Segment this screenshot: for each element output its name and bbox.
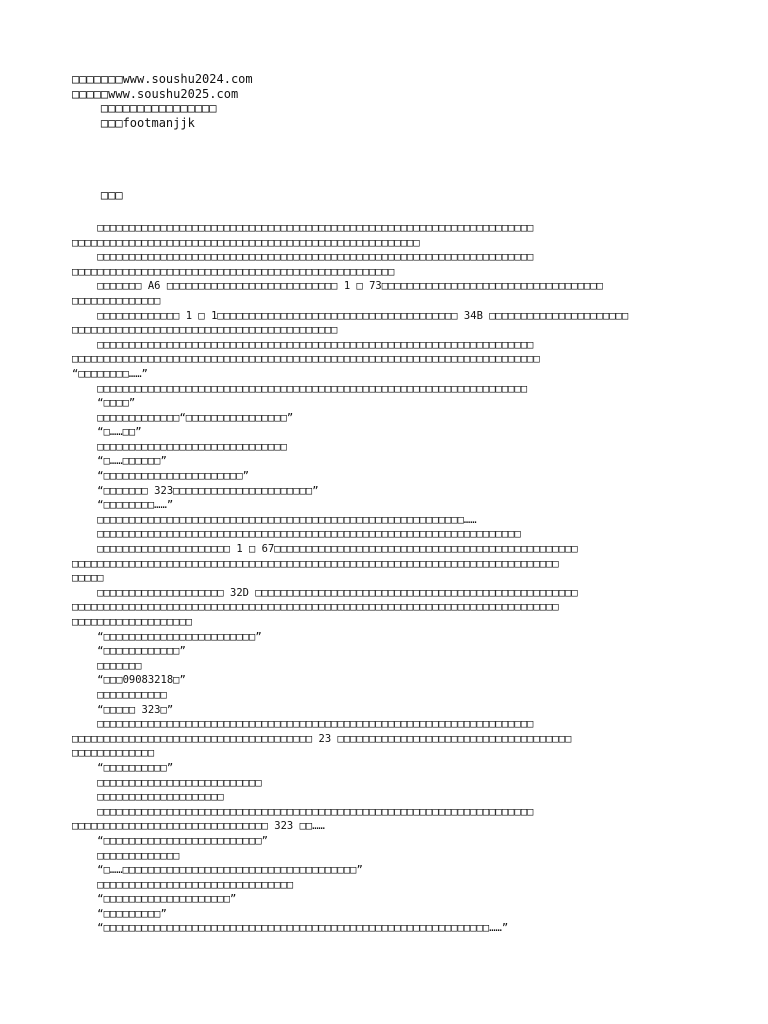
text-line: □□□□□□□□□□□□□□□□□□□□□□□□□□□□□□□□□□□□□□□□□□□□□□□□□□□ [72,265,395,278]
text-line: □□□□□□□□□□□□□ [72,747,155,760]
text-line: □□□□□□□□□□□□□□□□□□□□□□□□□□□□□□□□□□□□□□□□□□□□□□□□□□□□□□□□□□□□□□□□□□□ [72,528,521,541]
text-line: □□□□□□□□□□□□□□□□□□□□□ 1 □ 67□□□□□□□□□□□□□□□□□□□□□□□□□□□□□□□□□□□□□□□□□□□□□□□□ [72,543,578,556]
text-line: “□□□□□□□□□□□□□□□□□□□□” [72,893,237,906]
text-line: □□□□□□□□□□□□□□□□□□□□□□□□□□□□□□□□□□□□□□□□□□□□□□□□□□□□□□□□□□□□□□□□□□□□□ [72,805,534,818]
header-line: □□□□□www.soushu2025.com [72,86,239,101]
text-line: □□□□□□□□□□□□□□□□□□□□□□□□□□□□□□□□□□□□□□□□□□□□□□□□□□□□□□□□□□□□□□□□□□□□□□□□□□ [72,353,540,366]
text-line: □□□□□□□□□□□□□□□□□□□ [72,616,193,628]
text-line: □□□□□ [72,572,104,585]
text-line: “□□□□□□□□□□” [72,761,174,774]
text-line: □□□□□□□□□□□□□□□□□□□□□□□□□□□□□□□□□□□□□□□□□□□□□□□□□□□□□□□□□□□□□□□□□□□□□ [72,338,534,351]
text-line: □□□□□□□□□□□□□□□□□□□□□□□□□□ [72,776,262,789]
text-line: “□□□□□□□□□□□□□□□□□□□□□□□□□□□□□□□□□□□□□□□□□□□□□□□□□□□□□□□□□□□□□……” [72,922,509,935]
text-line: “□□□□□□□□□” [72,907,167,920]
text-line: □□□□□□□□□□□□□ [72,849,180,862]
text-line: “□□□□” [72,397,136,410]
text-line: □□□□□□□□□□□□□“□□□□□□□□□□□□□□□□” [72,411,294,424]
text-line: □□□□□□□□□□□□□□□□□□□□□□□□□□□□□□□□□□□□□□□□□□□□□□□□□□□□□□□□□□□□□□□□□□□□□ [72,251,534,264]
chapter-title: □□□ [72,188,123,203]
text-line: □□□□□□□□□□□□□□□□□□□□□□□□□□□□□□□ 323 □□…… [72,820,325,833]
text-line: “□□□□□□□□……” [72,499,174,512]
text-line: □□□□□□□□□□□□□□□□□□□□□□□□□□□□□□□□□□□□□□□□□□□□□□□□□□□□□□□ [72,236,420,249]
text-line: □□□□□□□□□□□□□□□□□□□□ [72,791,224,804]
header-block [72,72,698,130]
text-line: □□□□□□□ [72,659,142,672]
text-line: “□□□□□ 323□” [72,703,174,716]
text-line: “□……□□□□□□” [72,455,167,468]
header-line: □□□□□□□□□□□□□□□□ [72,101,217,116]
text-line: “□□□□□□□□□□□□□□□□□□□□□□□□” [72,630,262,643]
text-line: □□□□□□□□□□□□□□□□□□□□□□□□□□□□□□□ [72,878,294,891]
text-line: “□□□□□□□□……” [72,367,148,380]
text-line: □□□□□□□□□□□□□□□□□□□□□□□□□□□□□□□□□□□□□□□□□□ [72,324,338,337]
text-line: □□□□□□□□□□□□□ 1 □ 1□□□□□□□□□□□□□□□□□□□□□□□□□□□□□□□□□□□□□□ 34B □□□□□□□□□□□□□□□□□□□□□□ [72,309,629,322]
text-line: □□□□□□□□□□□□□□□□□□□□□□□□□□□□□□□□□□□□□□□□□□□□□□□□□□□□□□□□□□…… [72,513,477,526]
author-line: □□□footmanjjk [72,115,195,130]
text-line: □□□□□□□□□□□□□□□□□□□□□□□□□□□□□□ [72,440,287,453]
text-line: □□□□□□□□□□□□□□□□□□□□□□□□□□□□□□□□□□□□□□□□□□□□□□□□□□□□□□□□□□□□□□□□□□□□ [72,382,528,395]
text-line: □□□□□□□□□□□□□□□□□□□□ 32D □□□□□□□□□□□□□□□□□□□□□□□□□□□□□□□□□□□□□□□□□□□□□□□□□□□ [72,586,578,599]
text-line: “□□□□□□□□□□□□□□□□□□□□□□□□□” [72,834,268,847]
text-line: “□□□□□□□□□□□□□□□□□□□□□□” [72,470,250,483]
text-line: “□□□09083218□” [72,674,186,687]
text-line: “□□□□□□□ 323□□□□□□□□□□□□□□□□□□□□□□” [72,484,319,497]
text-line: “□……□□□□□□□□□□□□□□□□□□□□□□□□□□□□□□□□□□□□□” [72,864,363,877]
text-line: □□□□□□□ A6 □□□□□□□□□□□□□□□□□□□□□□□□□□□ 1 □ 73□□□□□□□□□□□□□□□□□□□□□□□□□□□□□□□□□□□ [72,280,604,293]
body-text [72,221,698,936]
text-line: “□□□□□□□□□□□□” [72,645,186,658]
text-line: □□□□□□□□□□□□□□ [72,294,161,307]
text-line: □□□□□□□□□□□□□□□□□□□□□□□□□□□□□□□□□□□□□□□□□□□□□□□□□□□□□□□□□□□□□□□□□□□□□ [72,221,534,234]
document-page [72,72,698,936]
header-line: □□□□□□□www.soushu2024.com [72,72,253,86]
text-line: “□……□□” [72,426,142,439]
text-line: □□□□□□□□□□□□□□□□□□□□□□□□□□□□□□□□□□□□□□□□□□□□□□□□□□□□□□□□□□□□□□□□□□□□□□□□□□□□□ [72,601,559,614]
text-line: □□□□□□□□□□□□□□□□□□□□□□□□□□□□□□□□□□□□□□□□□□□□□□□□□□□□□□□□□□□□□□□□□□□□□ [72,718,534,731]
text-line: □□□□□□□□□□□□□□□□□□□□□□□□□□□□□□□□□□□□□□□□□□□□□□□□□□□□□□□□□□□□□□□□□□□□□□□□□□□□□ [72,557,559,570]
text-line: □□□□□□□□□□□ [72,688,167,701]
text-line: □□□□□□□□□□□□□□□□□□□□□□□□□□□□□□□□□□□□□□ 23 □□□□□□□□□□□□□□□□□□□□□□□□□□□□□□□□□□□□□ [72,732,572,745]
